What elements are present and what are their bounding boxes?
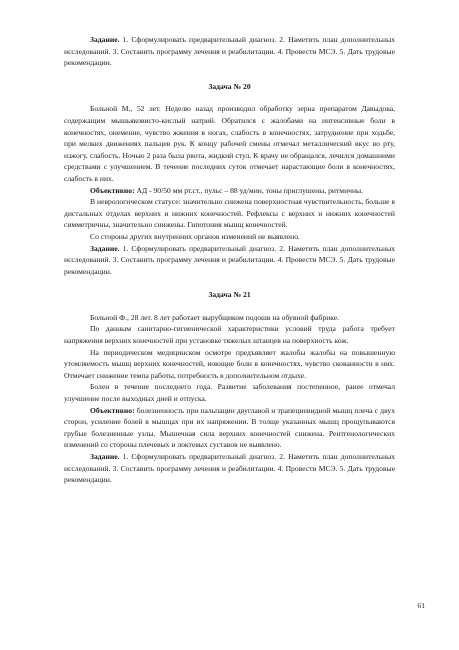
problem-21-task <box>64 451 395 486</box>
problem-20-objective-label: Объективно: <box>90 185 135 195</box>
task-top-paragraph <box>64 34 395 69</box>
problem-20-task-text: 1. Сформулировать предварительный диагноз. 2. Наметить план дополнительных исследований. 3. Составить программу лечения и реабилитации. 4. Провести МСЭ. 5. Дать трудовые рекомендации. <box>64 243 395 276</box>
problem-21-paragraph-1: Больной Ф., 28 лет. 8 лет работает вырубщиком подошв на обувной фабрике. <box>90 312 340 322</box>
problem-20-neuro-status: В неврологическом статусе: значительно снижена поверхностная чувствительность, больше в дистальных отделах верхних и нижних конечностей. Рефлексы с верхних и нижних конечностей симметричны, значительно снижены. Гипотония мышц конечностей. <box>64 197 395 230</box>
task-top-text: 1. Сформулировать предварительный диагноз. 2. Наметить план дополнительных исследований. 3. Составить программу лечения и реабилитации. 4. Провести МСЭ. 5. Дать трудовые рекомендации. <box>64 35 395 68</box>
problem-20-task-label: Задание. <box>90 243 120 253</box>
problem-21-paragraph-4: Болен в течение последнего года. Развитие заболевания постепенное, ранее отмечал улучшение после выходных дней и отпуска. <box>64 382 395 404</box>
problem-21-paragraph-2: По данным санитарно-гигиенической характеристики условий труда работа требует напряжения верхних конечностей при установке тяжелых штанцев на поверхность кож. <box>64 324 395 346</box>
page-number: 61 <box>417 601 425 610</box>
problem-21-objective-text: болезненность при пальпации двуглавой и трапециевидной мышц плеча с двух сторон, усиление болей в мышцах при их напряжении. В толще указанных мышц прощупываются грубые болезненные узлы. Мышечная сила верхних конечностей снижена. Рентгенологических изменений со стороны плечевых и локтевых суставов не выявлено. <box>64 405 395 450</box>
problem-20-history: Больной М., 52 лет. Неделю назад производил обработку зерна препаратом Давыдова, содержащим мышьяковисто-кислый натрий. Обратился с жалобами на интенсивные боли в конечностях, онемение, чувство жжения в ногах, слабость в конечностях, затруднение при ходьбе, при мелких движениях пальцев рук. К концу рабочей смены отмечал металлический вкус во рту, изжогу, слабость. Ночью 2 раза была рвота, жидкий стул. К врачу не обращался, лечился домашними средствами с улучшением. В течение последних суток отмечает нарастающие боли в конечностях, слабость в них. <box>64 104 395 183</box>
problem-21-objective-label: Объективно: <box>90 405 135 415</box>
problem-21-title: Задача № 21 <box>208 290 251 300</box>
problem-20-objective <box>64 185 395 197</box>
task-top-label: Задание. <box>90 35 120 44</box>
problem-20-task <box>64 243 395 278</box>
problem-21-objective <box>64 405 395 451</box>
problem-20-title: Задача № 20 <box>208 81 251 91</box>
problem-21-paragraph-3: На периодическом медицинском осмотре предъявляет жалобы жалобы на повышенную утомляемость мышц верхних конечностей, ноющие боли в конечностях, чувство скованности в них. Отмечает снижение темпа работы, потребность в дополнительном отдыхе. <box>64 347 395 380</box>
problem-20-objective-text: АД - 90/50 мм рт.ст., пульс – 88 уд/мин, тоны приглушены, ритмичны. <box>134 185 364 195</box>
problem-20-organs: Со стороны других внутренних органов изменений не выявлено. <box>90 231 300 241</box>
problem-21-task-text: 1. Сформулировать предварительный диагноз. 2. Наметить план дополнительных исследований. 3. Составить программу лечения и реабилитации. 4. Провести МСЭ. 5. Дать трудовые рекомендации. <box>64 452 395 485</box>
problem-21-task-label: Задание. <box>90 452 120 461</box>
